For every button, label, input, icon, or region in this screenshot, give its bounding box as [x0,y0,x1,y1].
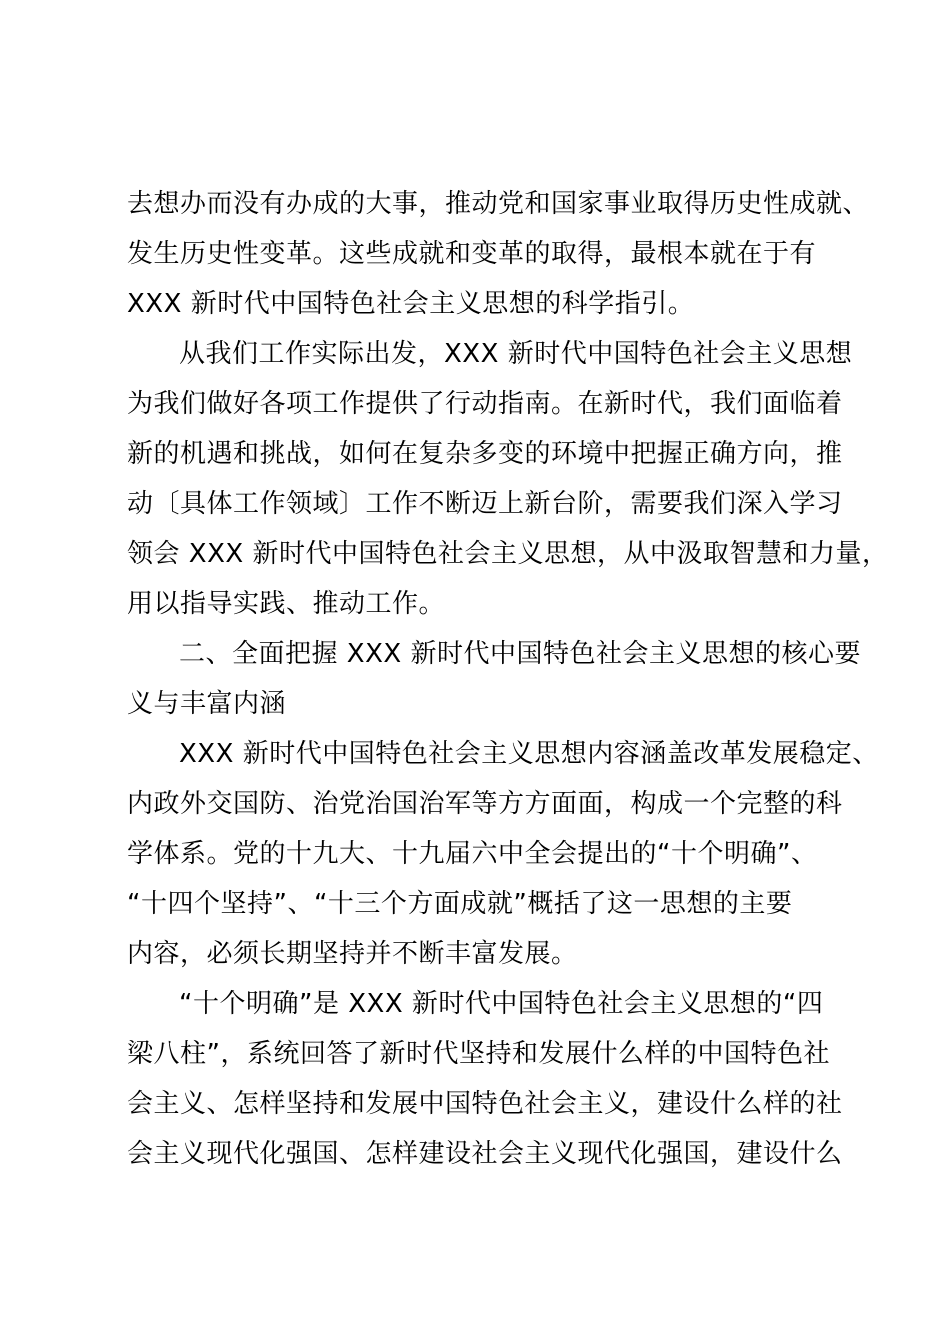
text-line: 为我们做好各项工作提供了行动指南。在新时代，我们面临着 [127,389,843,419]
text-line: 新的机遇和挑战，如何在复杂多变的环境中把握正确方向，推 [127,439,843,469]
text-line: 用以指导实践、推动工作。 [127,589,446,619]
text-line: 梁八柱”，系统回答了新时代坚持和发展什么样的中国特色社 [127,1039,830,1069]
text-line: 会主义、怎样坚持和发展中国特色社会主义，建设什么样的社 [127,1089,843,1119]
section-heading: 二、全面把握 XXX 新时代中国特色社会主义思想的核心要 [179,639,861,669]
text-line: 内容，必须长期坚持并不断丰富发展。 [127,939,578,969]
text-line: 去想办而没有办成的大事，推动党和国家事业取得历史性成就、 [127,189,870,219]
text-line: 内政外交国防、治党治国治军等方方面面，构成一个完整的科 [127,789,843,819]
text-line: 发生历史性变革。这些成就和变革的取得，最根本就在于有 [127,239,817,269]
paragraph-first-line: 从我们工作实际出发，XXX 新时代中国特色社会主义思想 [179,339,853,369]
section-heading-continued: 义与丰富内涵 [127,689,287,719]
text-line: 会主义现代化强国、怎样建设社会主义现代化强国，建设什么 [127,1139,843,1169]
text-line: 动〔具体工作领域〕工作不断迈上新台阶，需要我们深入学习 [127,489,843,519]
text-line: XXX 新时代中国特色社会主义思想的科学指引。 [127,289,695,319]
text-line: 领会 XXX 新时代中国特色社会主义思想，从中汲取智慧和力量， [127,539,889,569]
paragraph-first-line: XXX 新时代中国特色社会主义思想内容涵盖改革发展稳定、 [179,739,879,769]
text-line: 学体系。党的十九大、十九届六中全会提出的“十个明确”、 [127,839,818,869]
text-line: “十四个坚持”、“十三个方面成就”概括了这一思想的主要 [127,889,793,919]
paragraph-first-line: “十个明确”是 XXX 新时代中国特色社会主义思想的“四 [179,989,824,1019]
